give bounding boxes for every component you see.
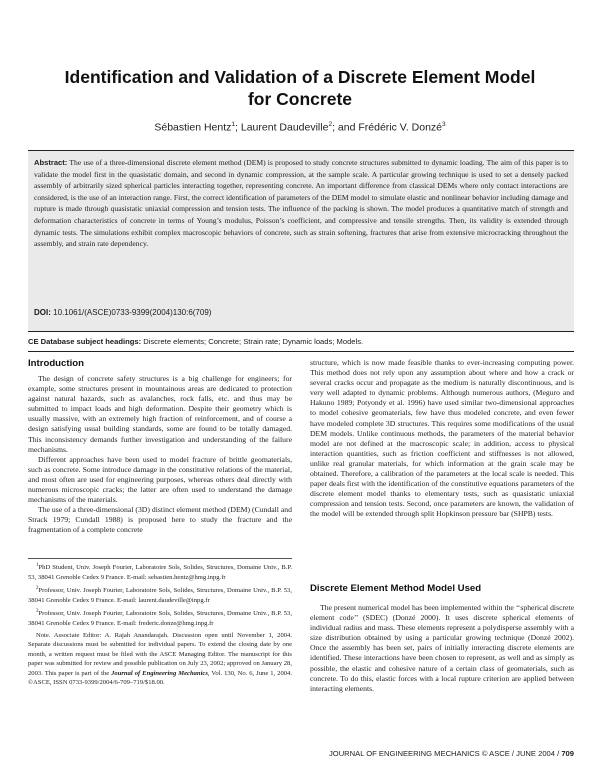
doi-value: 10.1061/(ASCE)0733-9399(2004)130:6(709) [50,308,212,317]
footnote-mark: 3 [36,609,39,615]
footnote [28,584,292,605]
left-column [28,374,292,536]
author-list [40,121,560,134]
paragraph: The use of a three-dimensional (3D) distinct element method (DEM) (Cundall and Strack 1979; Cundall 1988) is proposed here to study the fracture and the fragmentation of a complete concrete [28,505,292,535]
abstract-box [28,150,574,332]
footnote [28,561,292,582]
doi-label: DOI: [34,308,51,317]
editorial-note-text: Note. Associate Editor: A. Rajah Anandarajah. Discussion open until November 1, 2004. Separate discussions must be submitted for individual papers. To extend the closing date by one month, a written request must be filed with the ASCE Managing Editor. The manuscript for this paper was submitted for review and possible publication on July 23, 2002; approved on January 28, 2003. This paper is part of the [28,631,292,677]
paper-title [40,66,560,110]
footnote [28,607,292,628]
paragraph: The present numerical model has been implemented within the ‘‘spherical discrete element code’’ (SDEC) (Donzé 2000). It uses discrete spherical elements of individual radius and mass. These elements represent a polydisperse assembly with a size distribution obtained by using a particular growing technique (Donzé 2002). Once the assembly has been set, pairs of initially interacting discrete elements are identified. These interactions have been chosen to represent, as well and as simply as possible, the elastic and cohesive nature of a certain class of geomaterials, such as concrete. To do this, elastic forces with a local rupture criterion are applied between interacting elements. [310,603,574,693]
editorial-note-tail: , Vol. 130, No. 6, June 1, 2004. ©ASCE, ISSN 0733-9399/2004/6-709–719/$18.00. [28,669,292,687]
footnote-text: Professor, Univ. Joseph Fourier, Laboratoire Sols, Solides, Structures, Domaine Univ., B.P. 53, 38041 Grenoble Cedex 9 France. E-mail: laurent.daudeville@inpg.fr [28,587,292,604]
right-column-lower [310,603,574,694]
doi-line [34,308,211,317]
page-number: 709 [561,749,574,758]
section-heading-dem-model: Discrete Element Method Model Used [310,583,482,594]
subject-headings [28,337,574,346]
editorial-note [28,631,292,688]
title-line-1: Identification and Validation of a Discrete Element Model [64,67,536,87]
subject-headings-label: CE Database subject headings: [28,337,142,346]
title-line-2: for Concrete [247,89,353,109]
footnote-mark: 1 [36,563,39,568]
author-mark: 3 [442,121,446,128]
footnote-mark: 2 [36,586,39,592]
paragraph: Different approaches have been used to model fracture of brittle geomaterials, such as concrete. Some introduce damage in the constitutive relations of the material, and most often are used for engineering purposes, whereas others deal directly with numerous microscopic cracks; the latter are often used to understand the damage mechanisms of the materials. [28,454,292,505]
divider [28,351,574,352]
subject-headings-value: Discrete elements; Concrete; Strain rate; Dynamic loads; Models. [141,337,364,346]
footnote-text: PhD Student, Univ. Joseph Fourier, Laboratoire Sols, Solides, Structures, Domaine Univ., B.P. 53, 38041 Grenoble Cedex 9 France. E-mail: sebastien.hentz@hmg.inpg.fr [28,564,292,581]
author-name: ; and Frédéric V. Donzé [332,121,442,134]
footnote-text: Professor, Univ. Joseph Fourier, Laboratoire Sols, Solides, Structures, Domaine Univ., B.P. 53, 38041 Grenoble Cedex 9 France. E-mail: frederic.donze@hmg.inpg.fr [28,610,292,628]
author-name: Sébastien Hentz [154,121,232,134]
author-mark: 2 [328,121,333,128]
abstract-text: The use of a three-dimensional discrete element method (DEM) is proposed to study concrete structures submitted to dynamic loading. The aim of this paper is to validate the model first in the quasistatic domain, and second in dynamic compression, at the sample scale. A particular growing technique is used to set a densely packed assembly of arbitrarily sized spherical particles interacting together, representing concrete. An important difference from classical DEMs where only contact interactions are considered, is the use of an interaction range. First, the correct identification of parameters of the DEM model to simulate elastic and nonlinear behavior including damage and rupture is made through quasistatic uniaxial compression and tension tests. The influence of the packing is shown. The model produces a quantitative match of strength and deformation characteristics of concrete in terms of Young’s modulus, Poisson’s coefficient, and compressive and tensile strengths. Then, its validity is extended through dynamic tests. The simulations exhibit complex macroscopic behaviors of concrete, such as strain softening, fractures that arise from extensive microcracking throughout the assembly, and strain rate dependency. [34,158,568,249]
abstract [34,157,568,250]
footer-journal: JOURNAL OF ENGINEERING MECHANICS © ASCE / JUNE 2004 / [328,749,562,758]
paragraph: The design of concrete safety structures is a big challenge for engineers; for example, some structures present in mountainous areas are dedicated to protection against natural hazards, such as avalanches, rock falls, etc. and thus may be submitted to impact loads and high deformation. Despite their geometry which is usually massive, with an extremely high fraction of reinforcement, and of course a design satisfying usual building standards, some are found to be totally damaged. This inconsistency demands further investigation and understanding of the failure mechanisms. [28,374,292,454]
page-footer [300,749,574,758]
author-mark: 1 [231,121,236,128]
journal-name: Journal of Engineering Mechanics [111,669,208,677]
footnotes [28,558,292,690]
paragraph: structure, which is now made feasible thanks to ever-increasing computing power. This method does not rely upon any assumption about where and how a crack or several cracks occur and propagate as the medium is naturally discontinuous, and is very well adapted to dynamic problems. Although numerous authors, (Meguro and Hakuno 1989; Potyondy et al. 1996) have used similar two-dimensional approaches to model cohesive geomaterials, few have thus modeled concrete, and even fewer have modeled complete 3D structures. This requires some modifications of the usual DEM models. Unlike continuous methods, the parameters of the material behavior model are not defined at the macroscopic scale; in addition, access to physical interaction quantities, such as friction coefficient and stiffnesses is not allowed, unlike real granular materials, for which information at the grain scale may be obtained. Therefore, a calibration of the parameters at the local scale is needed. This paper deals first with the identification of the constitutive equations parameters of the discrete element model thanks to elementary tests, such as quasistatic uniaxial compression and tension tests. Second, once parameters are known, the validation of the model will be extended through split Hopkinson pressure bar (SHPB) tests. [310,358,574,519]
right-column [310,358,574,520]
author-name: ; Laurent Daudeville [235,121,329,134]
abstract-label: Abstract: [34,158,68,167]
section-heading-introduction: Introduction [28,358,84,369]
